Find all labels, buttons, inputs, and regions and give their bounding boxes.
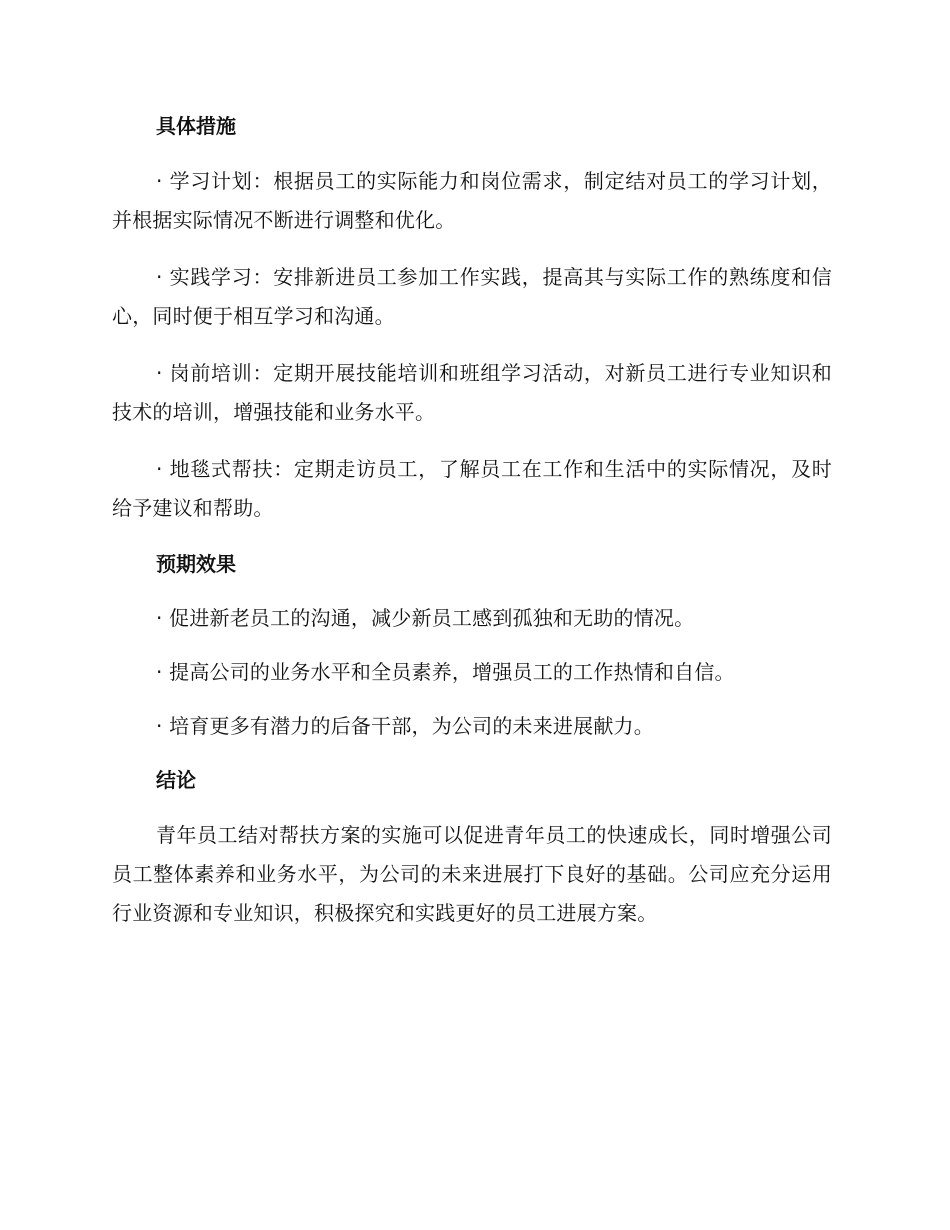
- section-heading: 结论: [156, 768, 196, 792]
- paragraph: · 地毯式帮扶：定期走访员工，了解员工在工作和生活中的实际情况，及时给予建议和帮助。: [112, 457, 832, 520]
- section-conclusion: [112, 762, 832, 933]
- paragraph: · 培育更多有潜力的后备干部，为公司的未来进展献力。: [156, 714, 654, 738]
- section-heading: 预期效果: [156, 552, 236, 576]
- document-page: [112, 108, 832, 951]
- section-measures: [112, 108, 832, 528]
- paragraph: · 学习计划：根据员工的实际能力和岗位需求，制定结对员工的学习计划，并根据实际情况不断进行调整和优化。: [112, 169, 832, 232]
- paragraph: · 促进新老员工的沟通，减少新员工感到孤独和无助的情况。: [156, 606, 695, 630]
- paragraph: · 实践学习：安排新进员工参加工作实践，提高其与实际工作的熟练度和信心，同时便于相互学习和沟通。: [112, 265, 832, 328]
- paragraph: · 岗前培训：定期开展技能培训和班组学习活动，对新员工进行专业知识和技术的培训，增强技能和业务水平。: [112, 361, 832, 424]
- section-expected-effects: [112, 546, 832, 744]
- section-heading: 具体措施: [156, 114, 236, 138]
- paragraph: 青年员工结对帮扶方案的实施可以促进青年员工的快速成长，同时增强公司员工整体素养和业务水平，为公司的未来进展打下良好的基础。公司应充分运用行业资源和专业知识，积极探究和实践更好的员工进展方案。: [112, 823, 832, 925]
- paragraph: · 提高公司的业务水平和全员素养，增强员工的工作热情和自信。: [156, 660, 735, 684]
